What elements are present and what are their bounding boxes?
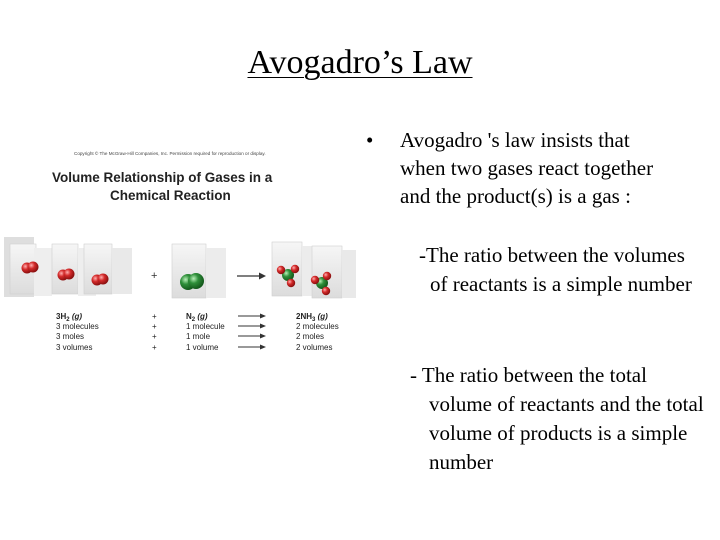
sub-bullet-reactant-ratio — [419, 241, 699, 299]
reactant2-formula-sub: 2 — [191, 317, 196, 323]
figure-heading-line2: Chemical Reaction — [110, 188, 231, 203]
main-bullet — [366, 126, 706, 210]
reactant1-formula: 3H — [56, 312, 67, 321]
reaction-arrows-column — [238, 314, 266, 350]
product-moles: 2 moles — [296, 332, 325, 341]
reactant1-molecules: 3 molecules — [56, 322, 99, 331]
slide-title: Avogadro’s Law — [247, 44, 473, 81]
nitrogen-volume-box — [172, 244, 226, 298]
product-volumes: 2 volumes — [296, 343, 333, 352]
svg-text:+: + — [152, 332, 157, 341]
reactant1-column — [56, 312, 99, 352]
product-formula: 2NH — [296, 312, 313, 321]
sub-bullet-total-volume-ratio — [410, 361, 706, 477]
nitrogen-molecule — [180, 273, 204, 290]
reactant2-molecules: 1 molecule — [186, 322, 225, 331]
reactant1-moles: 3 moles — [56, 332, 85, 341]
reactant2-volumes: 1 volume — [186, 343, 219, 352]
reaction-figure — [0, 140, 360, 370]
main-bullet-line3: and the product(s) is a gas : — [400, 184, 631, 208]
plus-sign-top: + — [151, 270, 158, 282]
sub-bullet-total-volume-ratio-text: - The ratio between the total volume of reactants and the total volume of products is a simple number — [410, 363, 704, 474]
main-bullet-line1: Avogadro 's law insists that — [400, 128, 630, 152]
svg-text:+: + — [152, 312, 157, 321]
reactant1-volumes: 3 volumes — [56, 343, 93, 352]
sub-bullet-reactant-ratio-text: -The ratio between the volumes of reactants is a simple number — [419, 243, 692, 296]
bullet-symbol: • — [366, 128, 374, 152]
main-bullet-line2: when two gases react together — [400, 156, 654, 180]
figure-heading-line1: Volume Relationship of Gases in a — [52, 170, 273, 185]
product-formula-sub: 3 — [312, 317, 316, 323]
product-molecules: 2 molecules — [296, 322, 339, 331]
reactant1-formula-sub: 2 — [66, 317, 70, 323]
svg-text:+: + — [152, 322, 157, 331]
plus-column — [152, 312, 157, 352]
svg-text:+: + — [152, 343, 157, 352]
reaction-arrow-top — [237, 273, 266, 280]
reactant2-state: (g) — [197, 312, 208, 321]
reactant2-moles: 1 mole — [186, 332, 211, 341]
figure-copyright: Copyright © The McGraw-Hill Companies, Inc. Permission required for reproduction or display. — [74, 151, 266, 156]
reactant1-state: (g) — [71, 312, 83, 321]
reactant2-formula: N — [186, 312, 192, 321]
product-state: (g) — [317, 312, 328, 321]
product-column — [296, 312, 339, 352]
reactant2-column — [186, 312, 225, 352]
